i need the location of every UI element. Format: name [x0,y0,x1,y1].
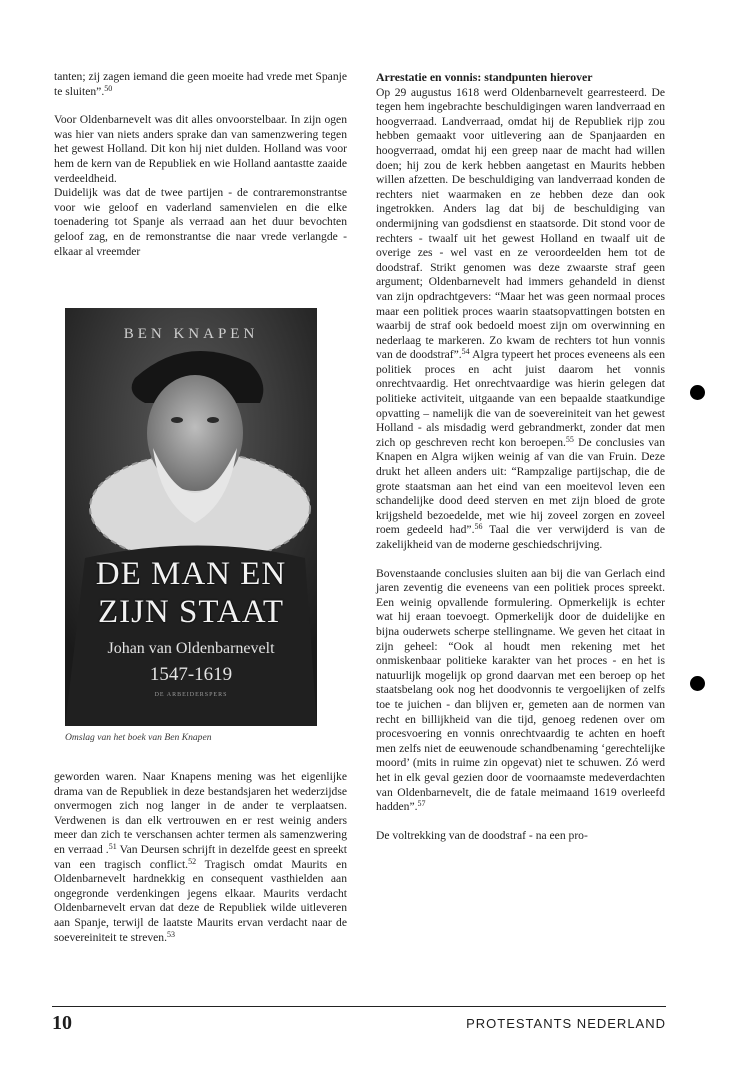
footnote-ref[interactable]: 51 [108,841,117,851]
section-heading: Arrestatie en vonnis: standpunten hierover [376,70,593,84]
text: Op 29 augustus 1618 werd Oldenbarnevelt gearresteerd. De tegen hem ingebrachte beschuldigingen waren landverraad en hoogverraad. Landverraad, omdat hij de Republiek rijp zou hebben gemaakt voor uitlevering aan de Spanjaarden en hoogverraad, omdat hij een greep naar de macht had willen doen; hij zou de kerk hebben aangetast en Maurits hebben willen afzetten. De beschuldiging van landverraad konden de rechters niet waarmaken en ze hebben deze dan ook ingetrokken. Anders lag dat bij de beschuldiging van ondermijning van godsdienst en staatsorde. Dit stond voor de rechters - twaalf uit het gewest Holland en twaalf uit de overige zes - wel vast en ze veroordeelden hem tot de doodstraf. Strikt genomen was deze zwaarste straf geen argument; Oldenbarnevelt had immers gehandeld in dienst van zijn opdrachtgevers: “Maar het was geen normaal proces maar een politiek proces waarin staatsopvattingen botsten en waarbij de straf ook bedoeld moest zijn om overwinning en nederlaag te markeren. Zo kwam de rechters tot hun vonnis van de doodstraf”. [376,85,665,362]
footnote-ref[interactable]: 54 [461,347,470,357]
paragraph [376,86,665,553]
footnote-ref[interactable]: 50 [104,83,113,93]
paragraph [376,567,665,815]
cover-subtitle: Johan van Oldenbarnevelt [107,640,275,657]
paragraph: Voor Oldenbarnevelt was dit alles onvoorstelbaar. In zijn ogen was hier van niets anders sprake dan van samenzwering tegen het gewest Holland. Dit kon hij niet dulden. Holland was voor hem de kern van de Republiek en wie Holland aantastte zaaide verdeeldheid. [54,113,347,185]
paragraph: De voltrekking van de doodstraf - na een pro- [376,828,588,842]
figure-caption: Omslag van het boek van Ben Knapen [65,732,212,743]
book-cover-figure [65,308,317,743]
cover-title-line1: DE MAN EN [95,556,287,592]
publication-name: PROTESTANTS NEDERLAND [466,1016,666,1031]
text: Van Deursen schrijft in dezelfde geest en spreekt van een tragisch conflict. [54,842,347,871]
right-column [376,70,665,843]
left-column-bottom [54,770,347,945]
footnote-ref[interactable]: 53 [167,929,175,939]
cover-publisher: DE ARBEIDERSPERS [154,692,228,698]
left-column-top [54,70,347,259]
footnote-ref[interactable]: 55 [565,434,574,444]
footnote-ref[interactable]: 52 [188,856,197,866]
footer-rule [52,1006,666,1007]
cover-title-line2: ZIJN STAAT [97,594,285,630]
text: tanten; zij zagen iemand die geen moeite had vrede met Spanje te sluiten”. [54,70,347,98]
text: Bovenstaande conclusies sluiten aan bij die van Gerlach eind jaren zeventig die eveneens van een politiek proces spreekt. Een weinig opvallende formulering. Opmerkelijk is echter wat hij eraan toevoegt. Opmerkelijk door de duidelijke en bijna ouderwets scherpe stellingname. We geven het citaat in zijn geheel: “Ook al houdt men rekening met het onmiskenbaar politieke karakter van het proces - en het is natuurlijk mogelijk op grond daarvan met een beroep op het staatsbelang ook nog het doodvonnis te vergoelijken of zelfs toe te juichen - dan blijven er, gemeten aan de normen van recht en billijkheid van die tijd, genoeg redenen over om procesvoering en vonnis onrechtvaardig te achten en hoeft men zelfs niet de eeuwenoude schandbenaming ‘gerechtelijke moord’ (mits in ruime zin opgevat) niet te schuwen. Zó werd het in elk geval gezien door de voornaamste medeverdachten van Oldenbarnevelt, die de fatale meimaand 1619 overleefd hadden”. [376,566,665,814]
text: Algra typeert het proces eveneens als een politiek proces en acht juist daarom het vonnis onrechtvaardig. Het onrechtvaardige was hierin gelegen dat politieke activiteit, uitgaande van een bepaalde staatkundige opvatting – namelijk die van de soevereiniteit van het gewest Holland - als misdadig werd gebrandmerkt, zonder dat men zich op geschreven recht kon beroepen. [376,348,665,449]
punch-hole-lower [690,676,705,691]
paragraph: Duidelijk was dat de twee partijen - de contraremonstrantse voor wie geloof en vaderland samenvielen en die elke toenadering tot Spanje als verraad aan het duur bevochten geloof zag, en de remonstrantse die naar vrede verlangde - elkaar al vreemder [54,186,347,258]
page-number: 10 [52,1012,72,1034]
book-cover-image [65,308,317,726]
footnote-ref[interactable]: 57 [417,799,426,809]
paragraph [54,770,347,945]
punch-hole-upper [690,385,705,400]
text: De conclusies van Knapen en Algra wijken weinig af van die van Fruin. Deze drukt het alleen anders uit: “Rampzalige partijschap, die de grote staatsman aan het eind van een moeitevol leven een schandelijke dood deed sterven en met zijn bloed de grote krijgsheld bezoedelde, met wie hij zoveel zorgen en zoveel roem gedeeld had”. [376,435,665,537]
text: Tragisch omdat Maurits en Oldenbarnevelt hardnekkig en consequent vasthielden aan ongegronde verdenkingen jegens elkaar. Maurits verdacht Oldenbarnevelt ervan dat deze de Republiek wilde uitleveren aan Spanje, terwijl de laatste Maurits ervan verdacht naar de soevereiniteit te streven. [54,857,347,944]
cover-years: 1547-1619 [149,664,233,685]
footnote-ref[interactable]: 56 [474,522,483,532]
paragraph [54,70,347,99]
text: Taal die ver verwijderd is van de zakelijkheid van de moderne geschiedschrijving. [376,523,666,551]
text: geworden waren. Naar Knapens mening was het eigenlijke drama van de Republiek in deze bestandsjaren het wederzijdse onvermogen zich nog langer in de ander te verplaatsen. Verdwenen is dan elk vertrouwen en er rest weinig anders meer dan zich te verschansen achter termen als samenzwering en verraad . [54,770,347,856]
cover-author: BEN KNAPEN [123,326,259,342]
